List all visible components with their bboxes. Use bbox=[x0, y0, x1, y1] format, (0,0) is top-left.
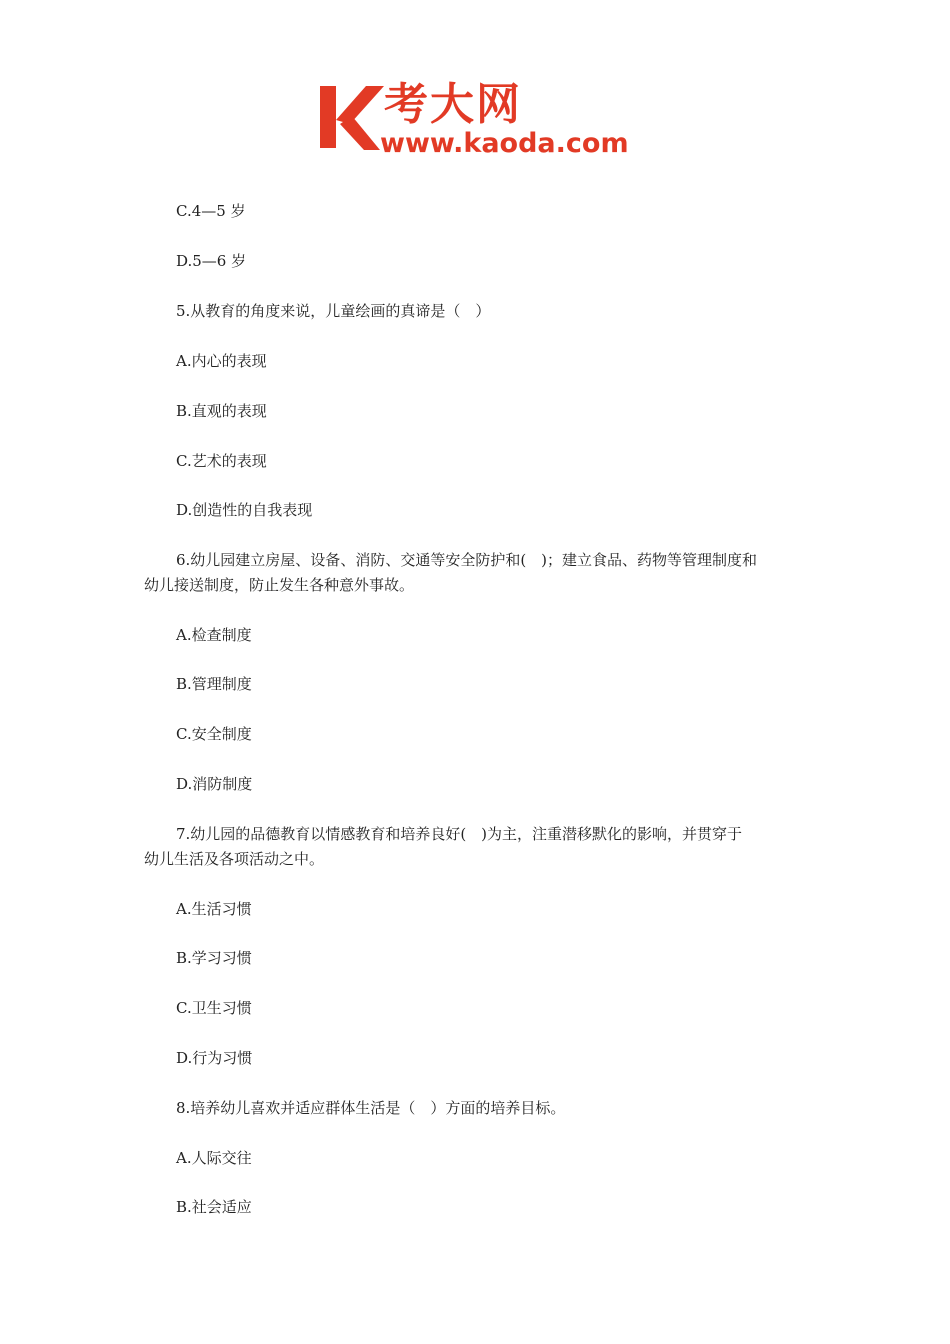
q8-option-b: B.社会适应 bbox=[176, 1198, 252, 1216]
q6-option-b: B.管理制度 bbox=[176, 675, 252, 693]
logo-url: www.kaoda.com bbox=[380, 128, 629, 159]
q5-stem: 5.从教育的角度来说，儿童绘画的真谛是（ ） bbox=[176, 302, 491, 320]
q6-option-d: D.消防制度 bbox=[176, 775, 253, 793]
q7-option-d: D.行为习惯 bbox=[176, 1049, 253, 1067]
q7-stem-line-2: 幼儿生活及各项活动之中。 bbox=[144, 850, 325, 868]
q4-option-c: C.4—5 岁 bbox=[176, 202, 246, 220]
q7-option-b: B.学习习惯 bbox=[176, 949, 252, 967]
q5-option-b: B.直观的表现 bbox=[176, 402, 267, 420]
logo-brand-name: 考大网 bbox=[384, 79, 522, 130]
q5-option-c: C.艺术的表现 bbox=[176, 452, 267, 470]
q7-stem-line-1: 7.幼儿园的品德教育以情感教育和培养良好( )为主，注重潜移默化的影响，并贯穿于 bbox=[176, 825, 743, 843]
q7-option-c: C.卫生习惯 bbox=[176, 999, 252, 1017]
q5-option-d: D.创造性的自我表现 bbox=[176, 501, 313, 519]
kaoda-k-mark-icon bbox=[318, 80, 388, 160]
kaoda-logo bbox=[318, 80, 638, 160]
q6-stem-line-2: 幼儿接送制度，防止发生各种意外事故。 bbox=[144, 576, 415, 594]
q6-option-a: A.检查制度 bbox=[176, 626, 252, 644]
q4-option-d: D.5—6 岁 bbox=[176, 252, 247, 270]
q8-stem: 8.培养幼儿喜欢并适应群体生活是（ ）方面的培养目标。 bbox=[176, 1099, 566, 1117]
q7-option-a: A.生活习惯 bbox=[176, 900, 252, 918]
q5-option-a: A.内心的表现 bbox=[176, 352, 267, 370]
q8-option-a: A.人际交往 bbox=[176, 1149, 252, 1167]
q6-option-c: C.安全制度 bbox=[176, 725, 252, 743]
q6-stem-line-1: 6.幼儿园建立房屋、设备、消防、交通等安全防护和( )；建立食品、药物等管理制度和 bbox=[176, 551, 758, 569]
